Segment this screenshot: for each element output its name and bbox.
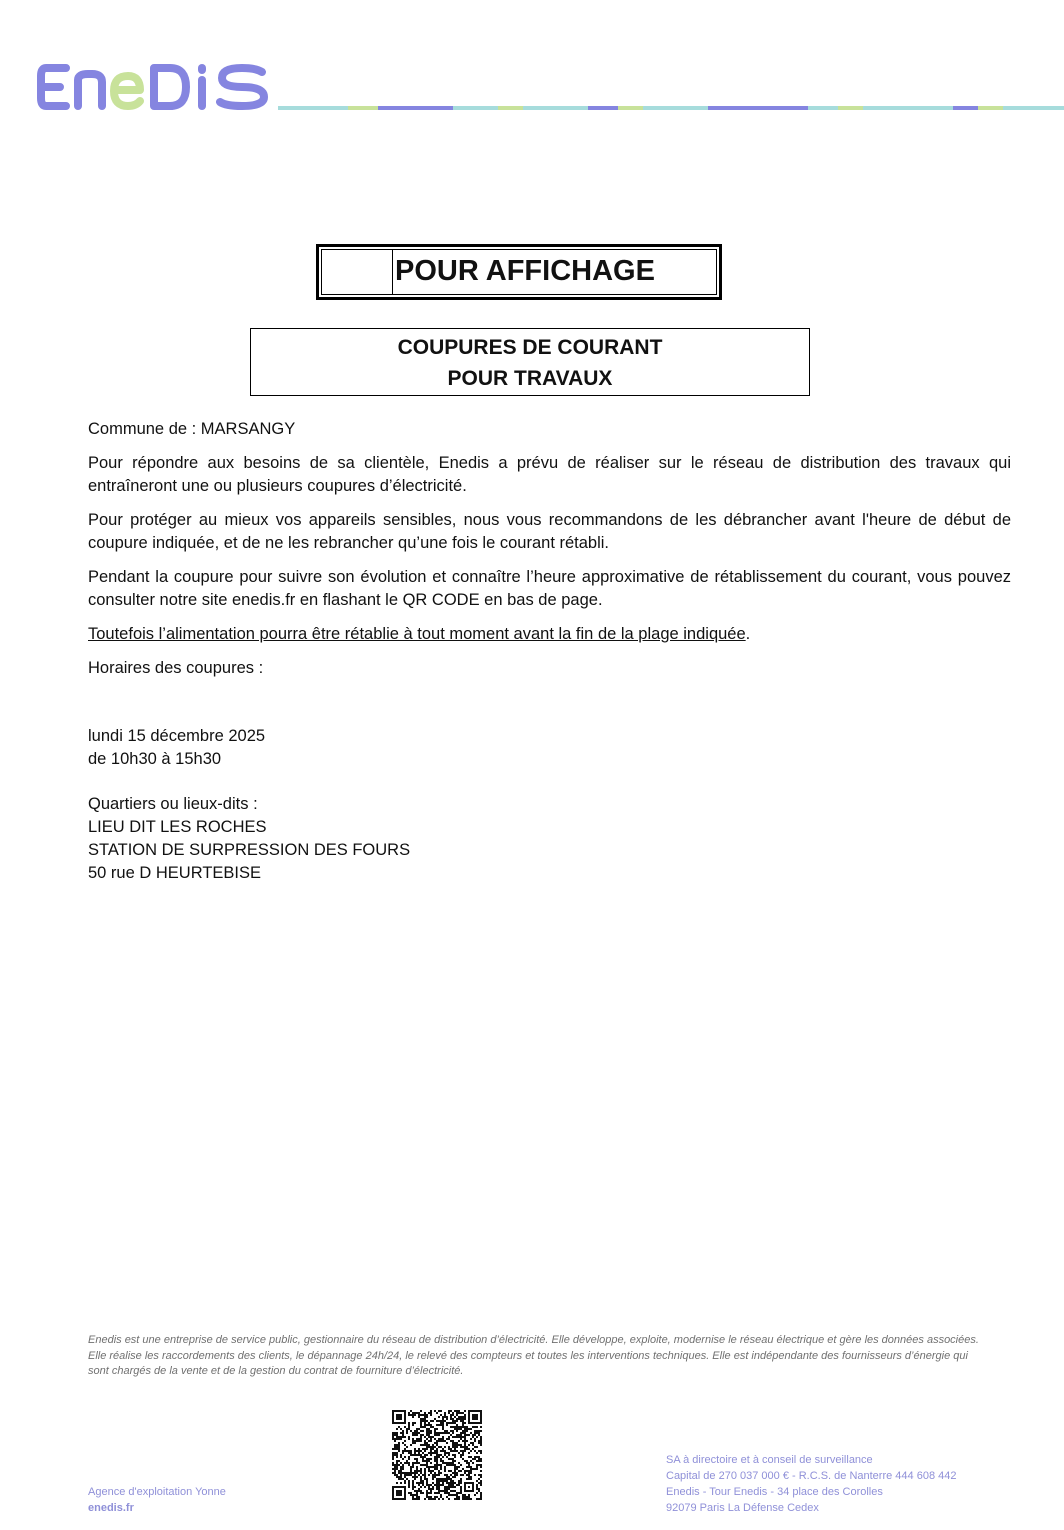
company-line: Enedis - Tour Enedis - 34 place des Corolles [666,1486,883,1498]
affichage-empty-cell [322,250,393,294]
coupures-title-line1: COUPURES DE COURANT [397,336,663,359]
company-info [666,1452,956,1516]
tracking-paragraph: Pendant la coupure pour suivre son évolution et connaître l’heure approximative de rétablissement du courant, vous pouvez consulter notre site enedis.fr en flashant le QR CODE en bas de page. [88,568,1011,609]
place-item: LIEU DIT LES ROCHES [88,818,267,836]
company-line: 92079 Paris La Défense Cedex [666,1502,819,1514]
place-item: 50 rue D HEURTEBISE [88,864,262,882]
coupures-title-box [250,328,810,396]
restoration-notice-period: . [745,625,751,643]
quartiers-label: Quartiers ou lieux-dits : [88,795,258,813]
place-item: STATION DE SURPRESSION DES FOURS [88,841,411,859]
outage-time-range: de 10h30 à 15h30 [88,750,222,768]
intro-paragraph: Pour répondre aux besoins de sa clientèle, Enedis a prévu de réaliser sur le réseau de distribution des travaux qui entraîneront une ou plusieurs coupures d’électricité. [88,454,1011,495]
legal-notice: Enedis est une entreprise de service public, gestionnaire du réseau de distribution d’électricité. Elle développe, exploite, modernise le réseau électrique et gère les données associées. Elle réalise les raccordements des clients, le dépannage 24h/24, le relevé des compteurs et toutes les interventions techniques. Elle est indépendante des fournisseurs d’énergie qui sont chargés de la vente et de la gestion du contrat de fourniture d’électricité. [88,1334,979,1377]
affected-places [88,793,1011,885]
outage-schedule [88,725,1011,771]
enedis-logo [36,58,272,116]
recommendation-paragraph: Pour protéger au mieux vos appareils sensibles, nous vous recommandons de les débrancher avant l'heure de début de coupure indiquée, et de ne les rebrancher qu’une fois le courant rétabli. [88,511,1011,552]
website-link[interactable]: enedis.fr [88,1502,134,1514]
header-decorative-line [278,106,1064,110]
horaires-label: Horaires des coupures : [88,659,264,677]
agency-info [88,1484,226,1516]
pour-affichage-title: POUR AFFICHAGE [395,255,655,287]
commune-line: Commune de : MARSANGY [88,420,296,438]
agency-name: Agence d'exploitation Yonne [88,1486,226,1498]
company-line: SA à directoire et à conseil de surveillance [666,1454,873,1466]
qr-code[interactable] [392,1410,482,1500]
notice-body [88,418,1011,885]
coupures-title-line2: POUR TRAVAUX [447,367,613,390]
outage-date: lundi 15 décembre 2025 [88,727,266,745]
restoration-notice [88,623,1011,646]
restoration-notice-text: Toutefois l’alimentation pourra être rétablie à tout moment avant la fin de la plage indiquée [88,625,746,643]
pour-affichage-box [316,244,722,300]
company-line: Capital de 270 037 000 € - R.C.S. de Nanterre 444 608 442 [666,1470,957,1482]
